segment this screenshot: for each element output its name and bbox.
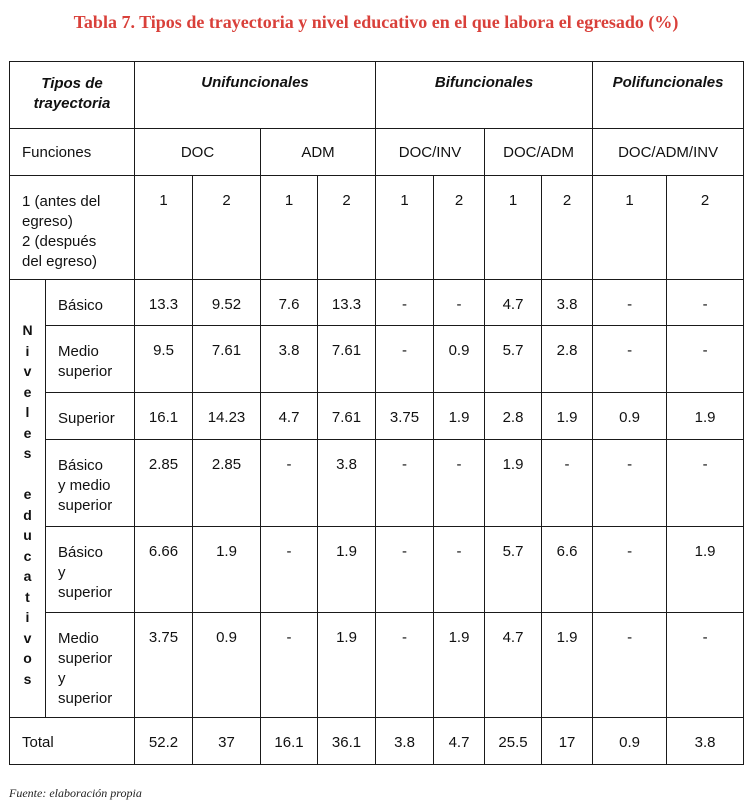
header-row: [10, 62, 744, 129]
level-label-line: superior: [58, 690, 113, 707]
functions-row: [10, 129, 744, 176]
table-cell: 7.6: [261, 280, 318, 326]
table-cell: 5.7: [485, 326, 542, 393]
table-row: [10, 393, 744, 440]
moment-cell: 2: [667, 176, 744, 280]
moment-cell: 2: [318, 176, 376, 280]
function-doc-inv: DOC/INV: [376, 129, 485, 176]
level-label-basico-y-superior: [46, 527, 135, 613]
table-row: [10, 440, 744, 527]
vertical-letter: e: [23, 383, 32, 400]
table-cell: -: [261, 613, 318, 718]
table-cell: 2.8: [485, 393, 542, 440]
table-row: [10, 613, 744, 718]
table-cell: 5.7: [485, 527, 542, 613]
table-cell: 7.61: [318, 393, 376, 440]
total-cell: 25.5: [485, 718, 542, 765]
table-cell: 3.8: [261, 326, 318, 393]
table-cell: 16.1: [135, 393, 193, 440]
table-row: [10, 280, 744, 326]
table-cell: 1.9: [485, 440, 542, 527]
total-cell: 37: [193, 718, 261, 765]
vertical-letter: l: [25, 404, 30, 420]
table-cell: 1.9: [667, 527, 744, 613]
table-cell: 14.23: [193, 393, 261, 440]
moment-label: [10, 176, 135, 280]
group-bifuncionales: Bifuncionales: [376, 62, 593, 129]
moment-cell: 1: [485, 176, 542, 280]
group-polifuncionales: Polifuncionales: [593, 62, 744, 129]
total-cell: 4.7: [434, 718, 485, 765]
table-cell: -: [593, 280, 667, 326]
moment-label-line: 1 (antes del: [22, 193, 101, 210]
function-adm: ADM: [261, 129, 376, 176]
table-title: Tabla 7. Tipos de trayectoria y nivel educativo en el que labora el egresado (%): [73, 12, 679, 32]
vertical-letter: s: [23, 445, 32, 461]
table-cell: 1.9: [318, 527, 376, 613]
table-cell: 0.9: [434, 326, 485, 393]
moment-cell: 1: [261, 176, 318, 280]
level-label-line: superior: [58, 650, 113, 667]
group-unifuncionales: Unifuncionales: [135, 62, 376, 129]
table-cell: -: [593, 326, 667, 393]
vertical-letter: t: [25, 588, 30, 605]
table-cell: -: [261, 440, 318, 527]
table-cell: -: [667, 326, 744, 393]
level-label-line: Básico: [58, 297, 104, 314]
level-label-line: superior: [58, 497, 113, 514]
level-label-line: Básico: [58, 544, 104, 561]
total-row: [10, 718, 744, 765]
table-cell: 2.85: [135, 440, 193, 527]
level-label-line: Medio: [58, 630, 99, 647]
table-cell: 1.9: [434, 613, 485, 718]
moment-row: [10, 176, 744, 280]
table-cell: 0.9: [193, 613, 261, 718]
vertical-letter: c: [23, 547, 32, 564]
moment-label-line: 2 (después: [22, 233, 97, 250]
table-cell: 9.5: [135, 326, 193, 393]
table-cell: 9.52: [193, 280, 261, 326]
level-label-line: Superior: [58, 410, 115, 427]
total-cell: 52.2: [135, 718, 193, 765]
total-cell: 3.8: [376, 718, 434, 765]
vertical-letter: e: [23, 424, 32, 441]
vertical-letter: N: [22, 322, 33, 338]
function-doc-adm: DOC/ADM: [485, 129, 593, 176]
vertical-letter: o: [23, 650, 32, 666]
table-cell: 1.9: [667, 393, 744, 440]
vertical-letter: v: [23, 363, 32, 379]
table-cell: 7.61: [193, 326, 261, 393]
table-row: [10, 527, 744, 613]
table-cell: 4.7: [261, 393, 318, 440]
level-label-medio-superior-y-superior: [46, 613, 135, 718]
total-cell: 36.1: [318, 718, 376, 765]
moment-cell: 2: [193, 176, 261, 280]
table-cell: -: [667, 440, 744, 527]
vertical-letter: v: [23, 629, 32, 646]
level-label-basico: [46, 280, 135, 326]
level-label-medio-superior: [46, 326, 135, 393]
level-label-line: y: [58, 670, 66, 687]
total-label: Total: [10, 718, 135, 765]
table-cell: 13.3: [318, 280, 376, 326]
vertical-letter: e: [23, 486, 32, 502]
moment-cell: 2: [542, 176, 593, 280]
table-cell: -: [261, 527, 318, 613]
table-cell: -: [376, 440, 434, 527]
data-table: [9, 61, 744, 765]
total-cell: 16.1: [261, 718, 318, 765]
table-cell: -: [667, 280, 744, 326]
table-cell: -: [376, 326, 434, 393]
level-label-basico-y-medio-superior: [46, 440, 135, 527]
level-label-line: Básico: [58, 457, 104, 474]
table-cell: -: [376, 527, 434, 613]
table-cell: -: [376, 280, 434, 326]
level-label-line: Medio: [58, 343, 99, 360]
moment-cell: 1: [376, 176, 434, 280]
table-cell: 1.9: [193, 527, 261, 613]
level-label-superior: [46, 393, 135, 440]
level-label-line: superior: [58, 584, 113, 601]
table-cell: 13.3: [135, 280, 193, 326]
function-doc-adm-inv: DOC/ADM/INV: [593, 129, 744, 176]
vertical-letter: i: [25, 609, 30, 625]
vertical-label-niveles-educativos: [10, 280, 46, 718]
table-cell: 1.9: [542, 393, 593, 440]
level-label-line: y medio: [58, 477, 111, 494]
moment-cell: 1: [593, 176, 667, 280]
table-cell: 3.8: [318, 440, 376, 527]
table-cell: 3.75: [135, 613, 193, 718]
total-cell: 17: [542, 718, 593, 765]
function-doc: DOC: [135, 129, 261, 176]
table-cell: 2.85: [193, 440, 261, 527]
vertical-letter: i: [25, 342, 30, 359]
level-label-line: superior: [58, 363, 113, 380]
table-cell: -: [376, 613, 434, 718]
table-cell: 1.9: [434, 393, 485, 440]
table-cell: 2.8: [542, 326, 593, 393]
table-cell: 3.8: [542, 280, 593, 326]
table-cell: -: [434, 440, 485, 527]
vertical-letter: u: [23, 527, 32, 543]
table-cell: -: [593, 440, 667, 527]
table-cell: -: [434, 280, 485, 326]
table-cell: 0.9: [593, 393, 667, 440]
table-row: [10, 326, 744, 393]
corner-header: [10, 62, 135, 129]
table-cell: 4.7: [485, 613, 542, 718]
table-cell: -: [593, 527, 667, 613]
total-cell: 3.8: [667, 718, 744, 765]
vertical-letter: a: [23, 568, 32, 584]
vertical-letter: s: [23, 670, 32, 687]
table-cell: 1.9: [542, 613, 593, 718]
table-cell: -: [542, 440, 593, 527]
corner-header-line2: trayectoria: [33, 95, 111, 112]
table-cell: 7.61: [318, 326, 376, 393]
table-cell: 1.9: [318, 613, 376, 718]
corner-header-line1: Tipos de: [41, 75, 103, 92]
table-cell: -: [667, 613, 744, 718]
table-cell: 6.66: [135, 527, 193, 613]
table-cell: 6.6: [542, 527, 593, 613]
source-note: Fuente: elaboración propia: [9, 786, 142, 800]
table-cell: -: [434, 527, 485, 613]
functions-label: Funciones: [10, 129, 135, 176]
level-label-line: y: [58, 564, 66, 581]
table-cell: 3.75: [376, 393, 434, 440]
moment-label-line: egreso): [22, 213, 73, 230]
moment-cell: 2: [434, 176, 485, 280]
moment-label-line: del egreso): [22, 253, 98, 270]
table-cell: 4.7: [485, 280, 542, 326]
vertical-letter: d: [23, 506, 32, 523]
vertical-letter-gap: [10, 464, 45, 485]
moment-cell: 1: [135, 176, 193, 280]
total-cell: 0.9: [593, 718, 667, 765]
table-cell: -: [593, 613, 667, 718]
